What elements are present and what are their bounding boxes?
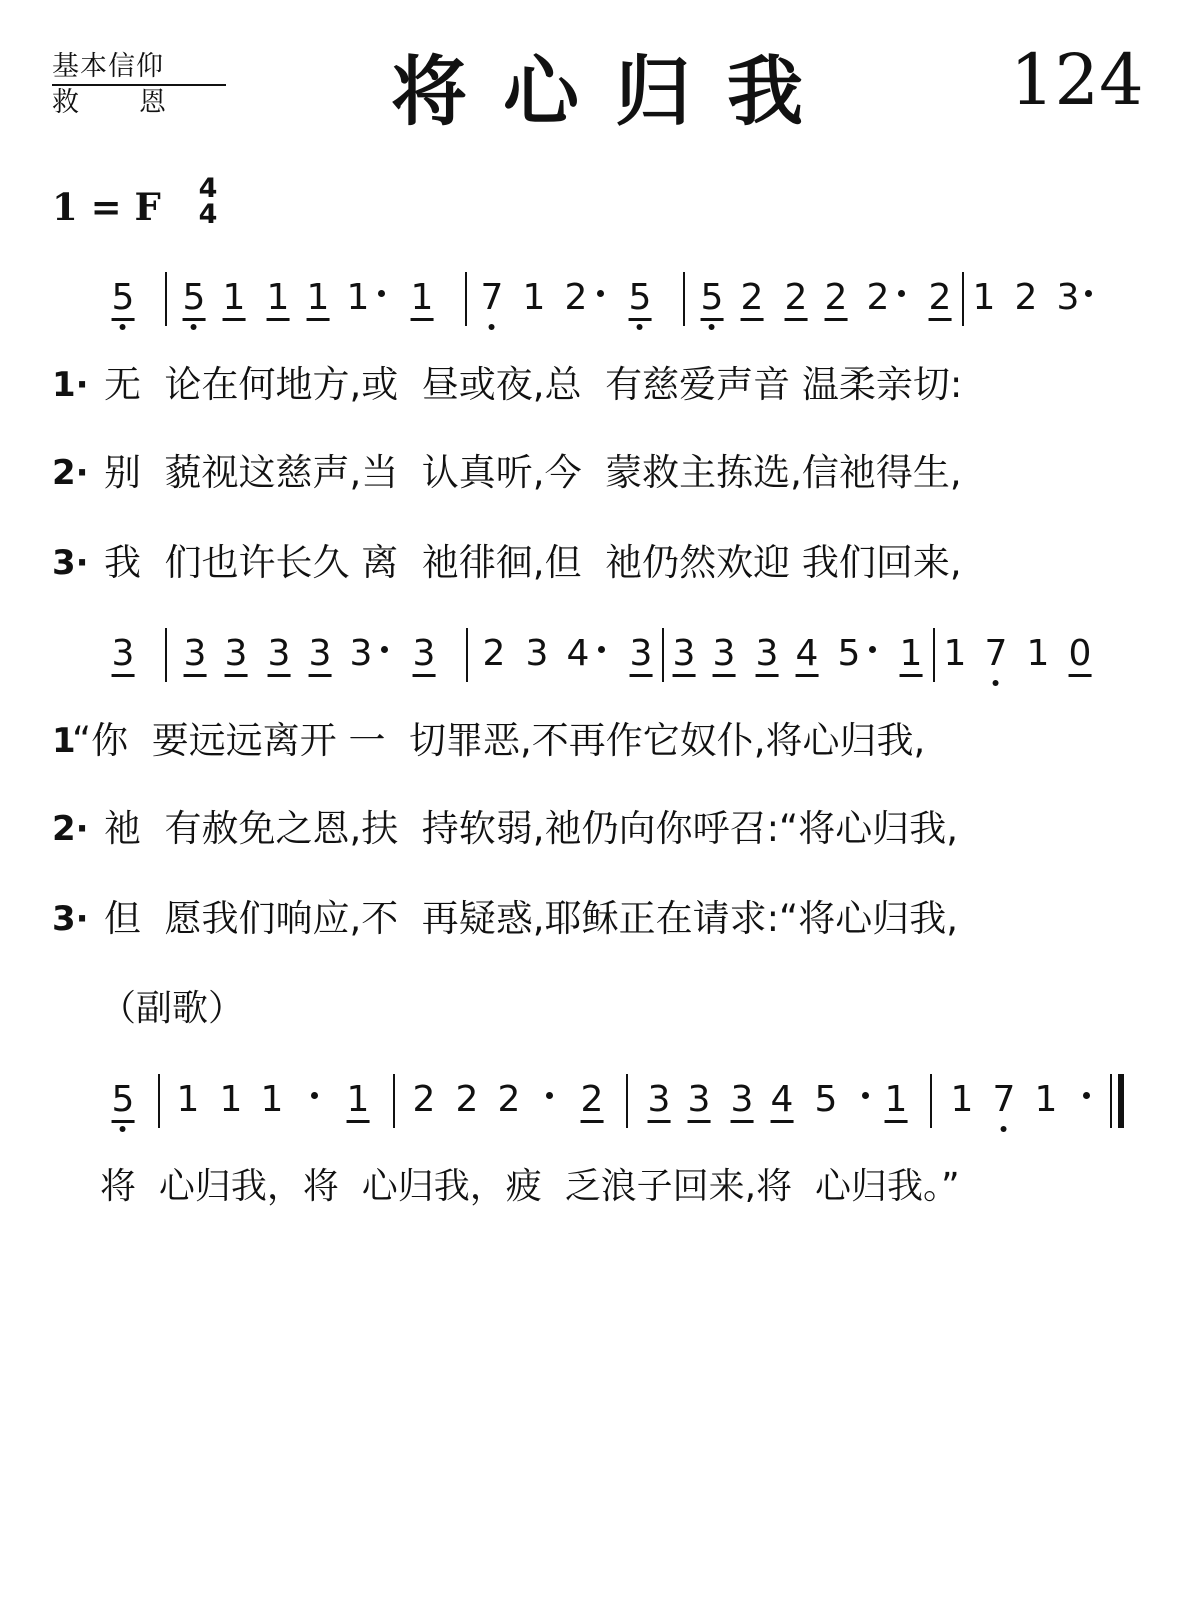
note: 7 (480, 277, 504, 318)
note: 3 (756, 634, 779, 677)
note: 1 (260, 1079, 284, 1120)
note: 1 (522, 277, 546, 318)
category-label (52, 50, 226, 119)
final-barline-thick (1118, 1074, 1124, 1128)
note: 4 (771, 1080, 794, 1123)
dot (311, 1092, 318, 1099)
verse-number: 1 (52, 721, 76, 761)
note: 2 (785, 278, 808, 321)
verse-number: 2· (52, 809, 89, 849)
note: 5 (112, 278, 135, 321)
note: 4 (796, 634, 819, 677)
note: 3 (673, 634, 696, 677)
note: 1 (411, 278, 434, 321)
note: 3 (713, 634, 736, 677)
note: 3 (413, 634, 436, 677)
note: 3 (225, 634, 248, 677)
dot (598, 646, 605, 653)
dot (1083, 1092, 1090, 1099)
verse-number: 3· (52, 899, 89, 939)
note: 1 (346, 277, 370, 318)
note: 1 (347, 1080, 370, 1123)
barline (393, 1074, 395, 1128)
notation-line-3 (0, 1080, 1200, 1140)
page-title: 将心归我 (391, 47, 839, 136)
note: 1 (885, 1080, 908, 1123)
verse-text: 别 藐视这慈声,当 认真听,今 蒙救主拣选,信祂得生, (104, 451, 962, 494)
note: 1 (972, 277, 996, 318)
note: 1 (307, 278, 330, 321)
note: 2 (412, 1079, 436, 1120)
note: 1 (223, 278, 246, 321)
lyric-line (52, 806, 1172, 856)
dot (862, 1092, 869, 1099)
time-signature-top: 4 (198, 173, 218, 204)
note: 3 (688, 1080, 711, 1123)
notation-line-2 (0, 634, 1200, 694)
note: 2 (929, 278, 952, 321)
verse-text: 我 们也许长久 离 祂徘徊,但 祂仍然欢迎 我们回来, (104, 541, 962, 584)
barline (626, 1074, 628, 1128)
category-main: 基本信仰 (52, 50, 226, 86)
final-barline-thin (1110, 1074, 1112, 1128)
verse-text: 无 论在何地方,或 昼或夜,总 有慈爱声音 温柔亲切: (104, 363, 963, 406)
note: 2 (482, 633, 506, 674)
note: 3 (630, 634, 653, 677)
verse-text: “你 要远远离开 一 切罪恶,不再作它奴仆,将心归我, (72, 719, 926, 762)
note: 2 (1014, 277, 1038, 318)
note: 5 (814, 1079, 838, 1120)
verse-number: 1· (52, 365, 89, 405)
lyric-line (52, 362, 1172, 412)
barline (962, 272, 964, 326)
note: 3 (112, 634, 135, 677)
dot (869, 646, 876, 653)
note: 7 (984, 633, 1008, 674)
note: 1 (950, 1079, 974, 1120)
dot (898, 290, 905, 297)
verse-number: 2· (52, 453, 89, 493)
note: 1 (219, 1079, 243, 1120)
note: 2 (825, 278, 848, 321)
note: 7 (992, 1079, 1016, 1120)
note: 3 (648, 1080, 671, 1123)
notation-line-1 (0, 278, 1200, 338)
verse-text: 但 愿我们响应,不 再疑惑,耶稣正在请求:“将心归我, (104, 897, 958, 940)
note: 2 (497, 1079, 521, 1120)
barline (662, 628, 664, 682)
chorus-text: 将 心归我，将 心归我，疲 乏浪子回来,将 心归我。” (100, 1166, 960, 1207)
chorus-label: （副歌） (100, 988, 245, 1029)
category-sub: 救恩 (52, 87, 226, 118)
note: 3 (349, 633, 373, 674)
note: 5 (629, 278, 652, 321)
note: 1 (176, 1079, 200, 1120)
note: 2 (455, 1079, 479, 1120)
time-signature (194, 173, 222, 230)
note: 3 (525, 633, 549, 674)
lyric-line (52, 450, 1172, 500)
barline (165, 628, 167, 682)
note: 3 (1056, 277, 1080, 318)
time-signature-bottom: 4 (198, 199, 218, 230)
dot (546, 1092, 553, 1099)
note: 5 (183, 278, 206, 321)
barline (933, 628, 935, 682)
note: 1 (267, 278, 290, 321)
note: 3 (731, 1080, 754, 1123)
verse-number: 3· (52, 543, 89, 583)
dot (378, 290, 385, 297)
note: 2 (866, 277, 890, 318)
note: 2 (564, 277, 588, 318)
note: 5 (701, 278, 724, 321)
verse-text: 祂 有赦免之恩,扶 持软弱,祂仍向你呼召:“将心归我, (104, 807, 958, 850)
note: 1 (1026, 633, 1050, 674)
note: 4 (566, 633, 590, 674)
lyric-line (52, 896, 1172, 946)
hymn-number: 124 (1010, 39, 1144, 121)
note: 3 (184, 634, 207, 677)
dot (597, 290, 604, 297)
key-signature: 1 = F (52, 185, 161, 229)
note: 5 (112, 1080, 135, 1123)
note: 2 (741, 278, 764, 321)
dot (381, 646, 388, 653)
barline (465, 272, 467, 326)
barline (683, 272, 685, 326)
lyric-line (52, 718, 1172, 768)
note: 0 (1069, 634, 1092, 677)
note: 2 (581, 1080, 604, 1123)
note: 5 (837, 633, 861, 674)
note: 3 (309, 634, 332, 677)
barline (165, 272, 167, 326)
note: 1 (943, 633, 967, 674)
barline (466, 628, 468, 682)
note: 1 (1034, 1079, 1058, 1120)
lyric-line (52, 540, 1172, 590)
note: 1 (900, 634, 923, 677)
note: 3 (268, 634, 291, 677)
dot (1085, 290, 1092, 297)
barline (930, 1074, 932, 1128)
barline (158, 1074, 160, 1128)
